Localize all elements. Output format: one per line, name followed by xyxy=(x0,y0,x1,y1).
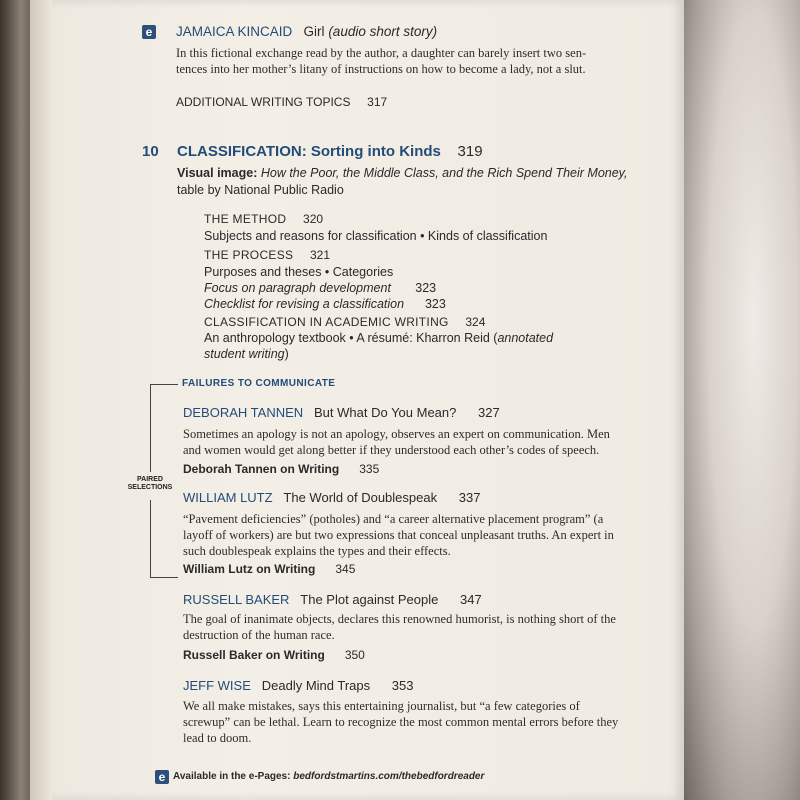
paired-selections-label xyxy=(120,476,180,492)
page-number: 317 xyxy=(367,95,388,109)
e-pages-icon: e xyxy=(142,25,156,39)
page-number: 319 xyxy=(457,143,483,160)
on-writing-line xyxy=(183,648,365,662)
section-sub-text: An anthropology textbook • A résumé: Kharron Reid ( xyxy=(204,331,498,345)
author-name: WILLIAM LUTZ xyxy=(183,490,273,505)
page-number: 347 xyxy=(460,592,482,607)
section-sub xyxy=(204,331,553,345)
selection-title: The World of Doublespeak xyxy=(283,490,438,505)
page-number: 350 xyxy=(344,648,365,662)
e-pages-icon: e xyxy=(155,770,169,784)
selection-title: The Plot against People xyxy=(300,592,439,607)
author-name: JEFF WISE xyxy=(183,678,251,693)
description-line: such doublespeak explains the types and their effects. xyxy=(183,544,451,558)
book-page xyxy=(52,0,684,800)
page-number: 321 xyxy=(310,248,331,262)
page-edge xyxy=(30,0,52,800)
section-academic xyxy=(204,315,485,329)
section-focus xyxy=(204,281,436,295)
author-name: RUSSELL BAKER xyxy=(183,592,290,607)
description-line: “Pavement deficiencies” (potholes) and “a career alternative placement program” (a xyxy=(183,512,604,526)
section-label: Checklist for revising a classification xyxy=(204,297,405,311)
visual-image-line xyxy=(177,166,627,180)
entry-tannen-heading xyxy=(183,405,500,420)
description-line: screwup” can be lethal. Learn to recognize the most common mental errors before they xyxy=(183,715,619,729)
section-sub: Purposes and theses • Categories xyxy=(204,265,394,279)
page-number: 335 xyxy=(359,462,380,476)
footer-note xyxy=(173,771,484,782)
paired-label-line: PAIRED xyxy=(137,476,163,483)
author-name: DEBORAH TANNEN xyxy=(183,405,304,420)
section-checklist xyxy=(204,297,446,311)
description-line: and women would get along better if they understood each other’s codes of speech. xyxy=(183,443,600,457)
section-sub-text: ) xyxy=(284,347,289,361)
chapter-heading xyxy=(177,143,483,160)
section-label: THE METHOD xyxy=(204,212,287,226)
section-label: CLASSIFICATION IN ACADEMIC WRITING xyxy=(204,315,449,329)
background-fur xyxy=(684,0,800,800)
page-number: 320 xyxy=(303,212,324,226)
chapter-number: 10 xyxy=(142,143,159,160)
bracket-upper xyxy=(150,384,151,472)
description-line: layoff of workers) are but two expressions that conceal unpleasant truths. An expert in xyxy=(183,528,614,542)
section-process xyxy=(204,248,330,262)
page-number: 353 xyxy=(391,678,414,693)
section-sub-italic: student writing xyxy=(204,347,285,361)
footer-url: bedfordstmartins.com/thebedfordreader xyxy=(293,771,485,782)
visual-image-source: table by National Public Radio xyxy=(177,183,344,197)
entry-kincaid-heading xyxy=(176,24,437,39)
entry-wise-heading xyxy=(183,678,414,693)
visual-image-label: Visual image: xyxy=(177,166,258,180)
on-writing-line xyxy=(183,562,355,576)
entry-lutz-heading xyxy=(183,490,480,505)
description-line: destruction of the human race. xyxy=(183,628,335,642)
selection-title: Girl xyxy=(303,24,325,39)
bracket-lower xyxy=(150,500,151,578)
description-line: Sometimes an apology is not an apology, observes an expert on communication. Men xyxy=(183,427,610,441)
additional-topics-label: ADDITIONAL WRITING TOPICS xyxy=(176,95,351,109)
on-writing-title: William Lutz on Writing xyxy=(183,562,316,576)
author-name: JAMAICA KINCAID xyxy=(176,24,293,39)
page-number: 323 xyxy=(424,297,446,311)
background-left xyxy=(0,0,30,800)
page-number: 323 xyxy=(415,281,437,295)
section-label: THE PROCESS xyxy=(204,248,294,262)
page-number: 324 xyxy=(465,315,486,329)
on-writing-title: Russell Baker on Writing xyxy=(183,648,325,662)
bracket-bottom xyxy=(150,577,178,578)
description-line: We all make mistakes, says this entertaining journalist, but “a few categories of xyxy=(183,699,580,713)
section-label: Focus on paragraph development xyxy=(204,281,391,295)
description-line: In this fictional exchange read by the author, a daughter can barely insert two sen- xyxy=(176,46,587,60)
description-line: The goal of inanimate objects, declares this renowned humorist, is nothing short of the xyxy=(183,612,616,626)
entry-baker-heading xyxy=(183,592,482,607)
bracket-top xyxy=(150,384,178,385)
page-number: 327 xyxy=(478,405,500,420)
section-method xyxy=(204,212,323,226)
selection-title: Deadly Mind Traps xyxy=(261,678,371,693)
selection-title: But What Do You Mean? xyxy=(314,405,457,420)
description-line: tences into her mother’s litany of instructions on how to become a lady, not a slut. xyxy=(176,62,586,76)
on-writing-line xyxy=(183,462,379,476)
page-number: 345 xyxy=(335,562,356,576)
description-line: lead to doom. xyxy=(183,731,252,745)
section-sub xyxy=(204,347,289,361)
chapter-title: CLASSIFICATION: Sorting into Kinds xyxy=(177,143,441,160)
selection-note: (audio short story) xyxy=(328,24,438,39)
footer-label: Available in the e-Pages: xyxy=(173,771,291,782)
visual-image-title: How the Poor, the Middle Class, and the Rich Spend Their Money, xyxy=(260,166,628,180)
section-sub-italic: annotated xyxy=(497,331,554,345)
paired-heading: FAILURES TO COMMUNICATE xyxy=(182,378,336,389)
on-writing-title: Deborah Tannen on Writing xyxy=(183,462,340,476)
section-sub: Subjects and reasons for classification • Kinds of classification xyxy=(204,229,548,243)
page-number: 337 xyxy=(458,490,481,505)
paired-label-line: SELECTIONS xyxy=(127,484,173,491)
additional-topics xyxy=(176,95,387,109)
